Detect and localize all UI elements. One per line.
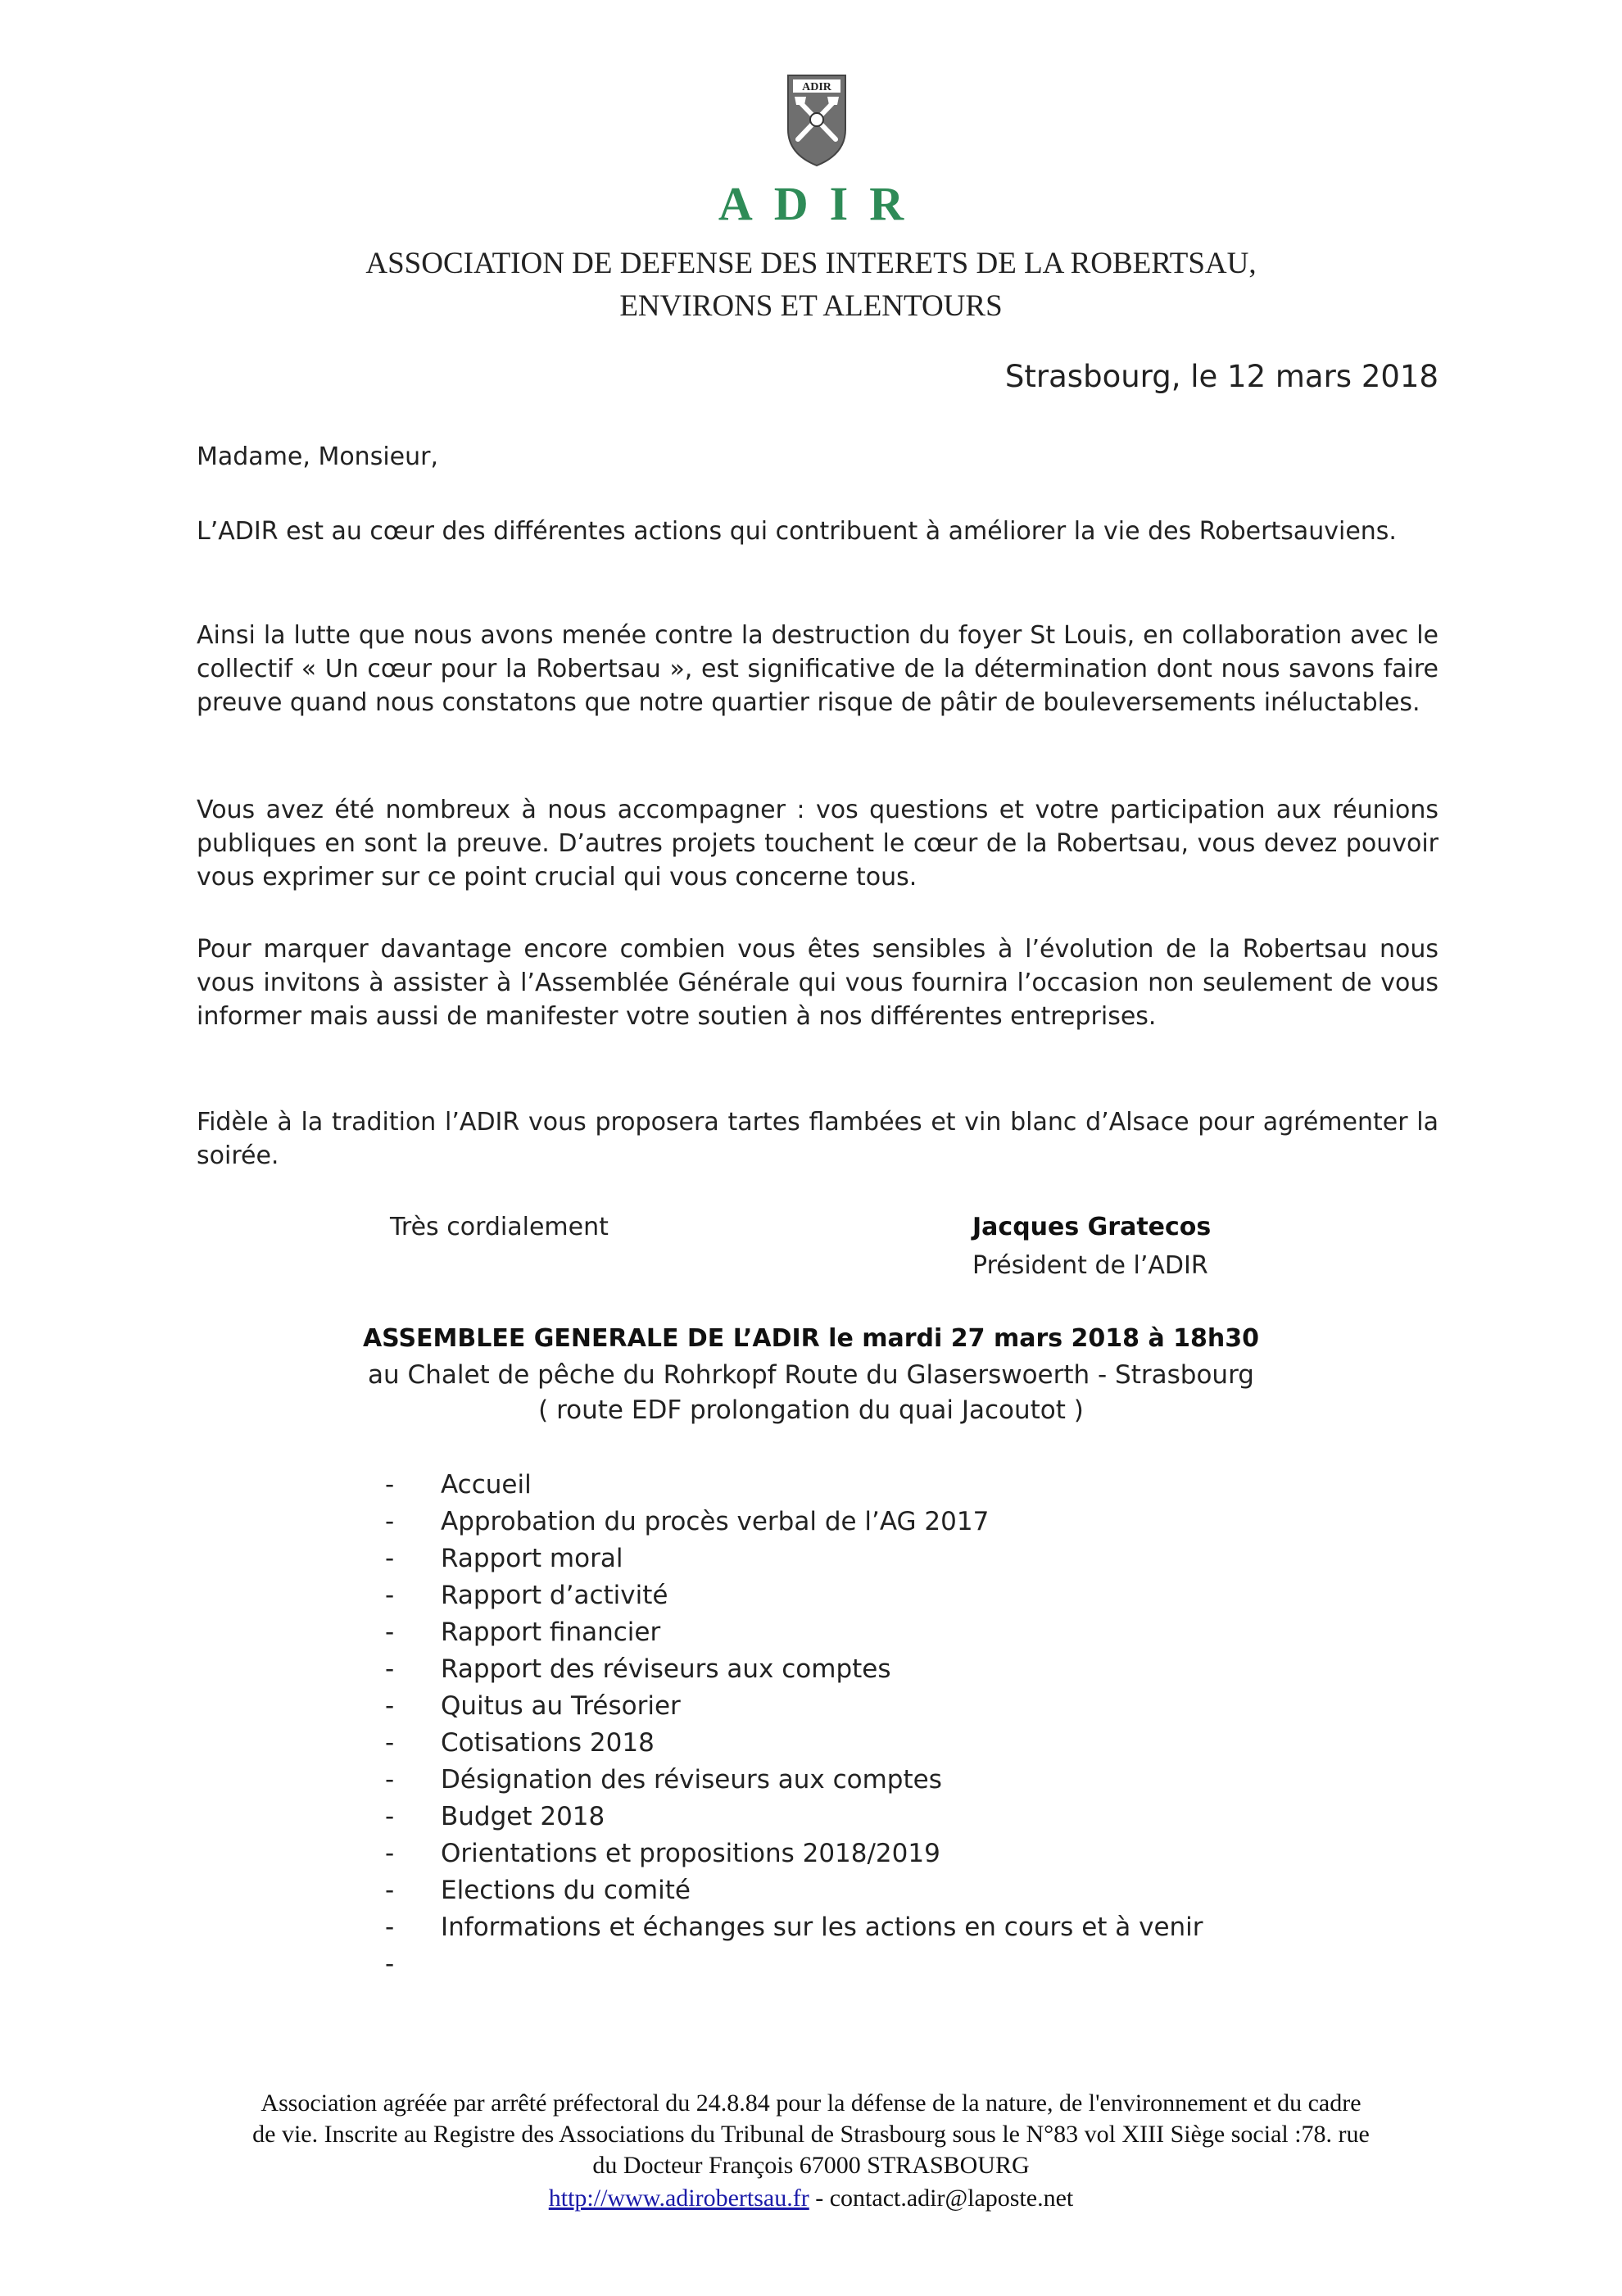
- footer-line-3: du Docteur François 67000 STRASBOURG: [592, 2152, 1030, 2179]
- logo-text: ADIR: [802, 81, 831, 93]
- agenda-item-label: Elections du comité: [441, 1876, 691, 1905]
- agenda-item-label: Informations et échanges sur les actions en cours et à venir: [441, 1913, 1203, 1942]
- agenda-item-label: Désignation des réviseurs aux comptes: [441, 1765, 942, 1795]
- closing: Très cordialement: [390, 1213, 609, 1241]
- paragraph-3: Vous avez été nombreux à nous accompagner : vos questions et votre participation aux réunions publiques en sont la preuve. D’autres projets touchent le cœur de la Robertsau, vous devez pouvoir vous exprimer sur ce point crucial qui vous concerne tous.: [197, 796, 1439, 892]
- assembly-place: au Chalet de pêche du Rohrkopf Route du Glaserswoerth - Strasbourg: [368, 1360, 1254, 1390]
- agenda-dash: -: [385, 1839, 395, 1868]
- signature-name: Jacques Gratecos: [972, 1213, 1212, 1241]
- agenda-dash: -: [385, 1802, 395, 1831]
- paragraph-1: L’ADIR est au cœur des différentes actions qui contribuent à améliorer la vie des Robertsauviens.: [197, 517, 1397, 546]
- signature-title: Président de l’ADIR: [972, 1251, 1208, 1280]
- agenda-dash: -: [385, 1618, 395, 1647]
- org-full-name-line1: ASSOCIATION DE DEFENSE DES INTERETS DE LA ROBERTSAU,: [365, 247, 1257, 280]
- agenda-dash: -: [385, 1507, 395, 1536]
- agenda-item-label: Quitus au Trésorier: [441, 1691, 681, 1721]
- paragraph-5: Fidèle à la tradition l’ADIR vous proposera tartes flambées et vin blanc d’Alsace pour agrémenter la soirée.: [197, 1108, 1439, 1170]
- agenda-dash: -: [385, 1876, 395, 1905]
- agenda-item-label: Rapport d’activité: [441, 1581, 668, 1610]
- contact-email: - contact.adir@laposte.net: [809, 2185, 1074, 2212]
- agenda-dash: -: [385, 1544, 395, 1573]
- website-link[interactable]: http://www.adirobertsau.fr: [548, 2185, 809, 2212]
- agenda-dash: -: [385, 1581, 395, 1610]
- paragraph-2: Ainsi la lutte que nous avons menée contre la destruction du foyer St Louis, en collaboration avec le collectif « Un cœur pour la Robertsau », est significative de la détermination dont nous savons faire preuve quand nous constatons que notre quartier risque de pâtir de bouleversements inéluctables.: [197, 621, 1439, 717]
- agenda-dash: -: [385, 1913, 395, 1942]
- salutation: Madame, Monsieur,: [197, 442, 439, 471]
- org-full-name-line2: ENVIRONS ET ALENTOURS: [619, 289, 1003, 323]
- letter-date: Strasbourg, le 12 mars 2018: [1004, 359, 1439, 394]
- agenda-dash: -: [385, 1949, 395, 1979]
- agenda-item-label: Cotisations 2018: [441, 1728, 655, 1758]
- footer-line-1: Association agréée par arrêté préfectoral du 24.8.84 pour la défense de la nature, de l'environnement et du cadre: [261, 2090, 1361, 2117]
- agenda-item-label: Orientations et propositions 2018/2019: [441, 1839, 940, 1868]
- agenda-item-label: Accueil: [441, 1470, 532, 1500]
- agenda-dash: -: [385, 1654, 395, 1684]
- assembly-title: ASSEMBLEE GENERALE DE L’ADIR le mardi 27 mars 2018 à 18h30: [362, 1324, 1260, 1353]
- agenda-dash: -: [385, 1470, 395, 1500]
- agenda-item-label: Rapport des réviseurs aux comptes: [441, 1654, 891, 1684]
- agenda-dash: -: [385, 1728, 395, 1758]
- adir-logo: [785, 72, 849, 169]
- agenda-item-label: Approbation du procès verbal de l’AG 2017: [441, 1507, 990, 1536]
- agenda-item-label: Rapport financier: [441, 1618, 661, 1647]
- agenda-dash: -: [385, 1691, 395, 1721]
- footer-contact-line: [188, 2183, 1434, 2214]
- paragraph-4: Pour marquer davantage encore combien vous êtes sensibles à l’évolution de la Robertsau nous vous invitons à assister à l’Assemblée Générale qui vous fournira l’occasion non seulement de vous informer mais aussi de manifester votre soutien à nos différentes entreprises.: [197, 935, 1439, 1031]
- agenda-dash: -: [385, 1765, 395, 1795]
- agenda-item-label: Budget 2018: [441, 1802, 605, 1831]
- agenda-item-label: Rapport moral: [441, 1544, 623, 1573]
- org-acronym: ADIR: [718, 177, 926, 230]
- footer-line-2: de vie. Inscrite au Registre des Associations du Tribunal de Strasbourg sous le N°83 vol XIII Siège social :78. rue: [252, 2121, 1370, 2148]
- assembly-route: ( route EDF prolongation du quai Jacoutot ): [538, 1395, 1084, 1425]
